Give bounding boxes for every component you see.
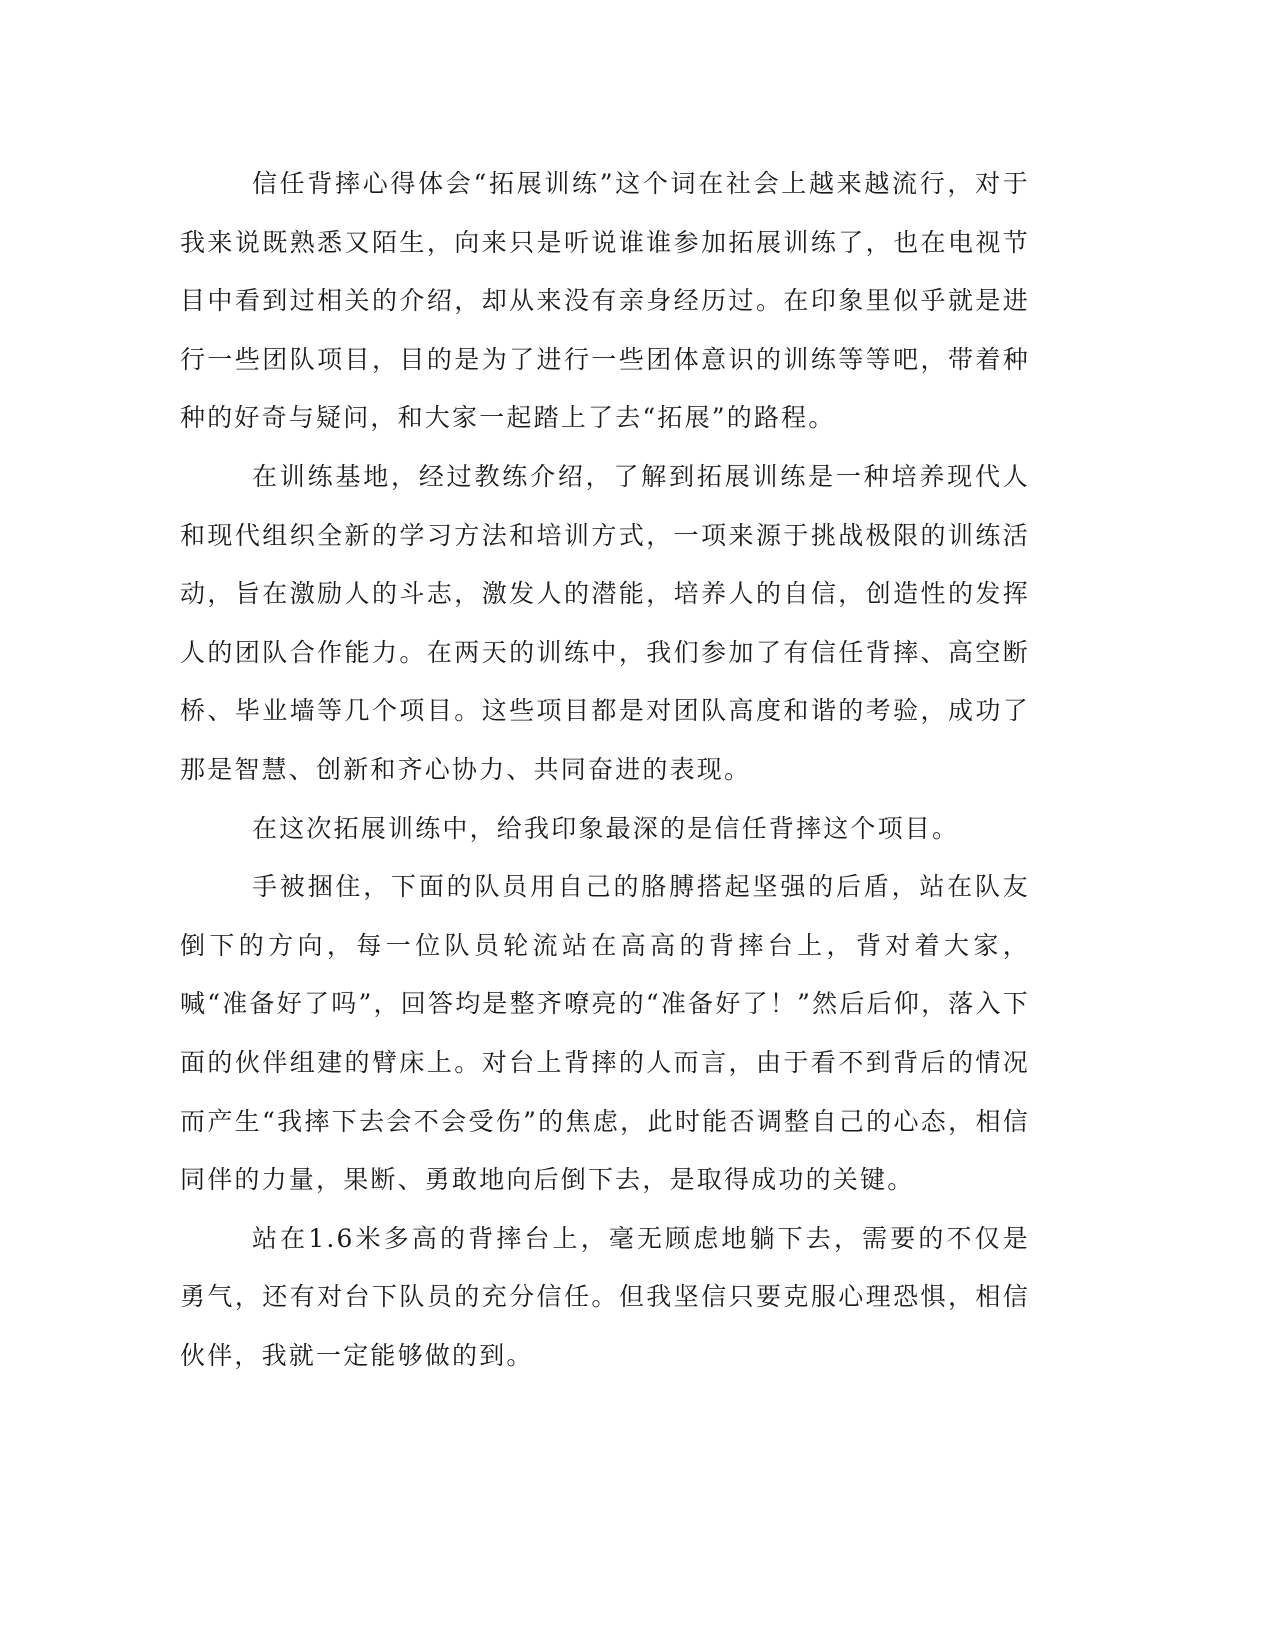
paragraph-deepest-impression: 在这次拓展训练中，给我印象最深的是信任背摔这个项目。 [252,813,960,843]
paragraph-training-base: 在训练基地，经过教练介绍，了解到拓展训练是一种培养现代人和现代组织全新的学习方法和培训方式，一项来源于挑战极限的训练活动，旨在激励人的斗志，激发人的潜能，培养人的自信，创造性的发挥人的团队合作能力。在两天的训练中，我们参加了有信任背摔、高空断桥、毕业墙等几个项目。这些项目都是对团队高度和谐的考验，成功了那是智慧、创新和齐心协力、共同奋进的表现。 [180,461,1030,784]
paragraph-conclusion: 站在1.6米多高的背摔台上，毫无顾虑地躺下去，需要的不仅是勇气，还有对台下队员的充分信任。但我坚信只要克服心理恐惧，相信伙伴，我就一定能够做的到。 [180,1223,1030,1370]
document-body [180,155,1030,1385]
paragraph-trust-fall-description: 手被捆住，下面的队员用自己的胳膊搭起坚强的后盾，站在队友倒下的方向，每一位队员轮流站在高高的背摔台上，背对着大家，喊“准备好了吗”，回答均是整齐嘹亮的“准备好了！”然后后仰，落入下面的伙伴组建的臂床上。对台上背摔的人而言，由于看不到背后的情况而产生“我摔下去会不会受伤”的焦虑，此时能否调整自己的心态，相信同伴的力量，果断、勇敢地向后倒下去，是取得成功的关键。 [180,872,1030,1195]
paragraph-intro: 信任背摔心得体会“拓展训练”这个词在社会上越来越流行，对于我来说既熟悉又陌生，向来只是听说谁谁参加拓展训练了，也在电视节目中看到过相关的介绍，却从来没有亲身经历过。在印象里似乎就是进行一些团队项目，目的是为了进行一些团体意识的训练等等吧，带着种种的好奇与疑问，和大家一起踏上了去“拓展”的路程。 [180,169,1030,433]
